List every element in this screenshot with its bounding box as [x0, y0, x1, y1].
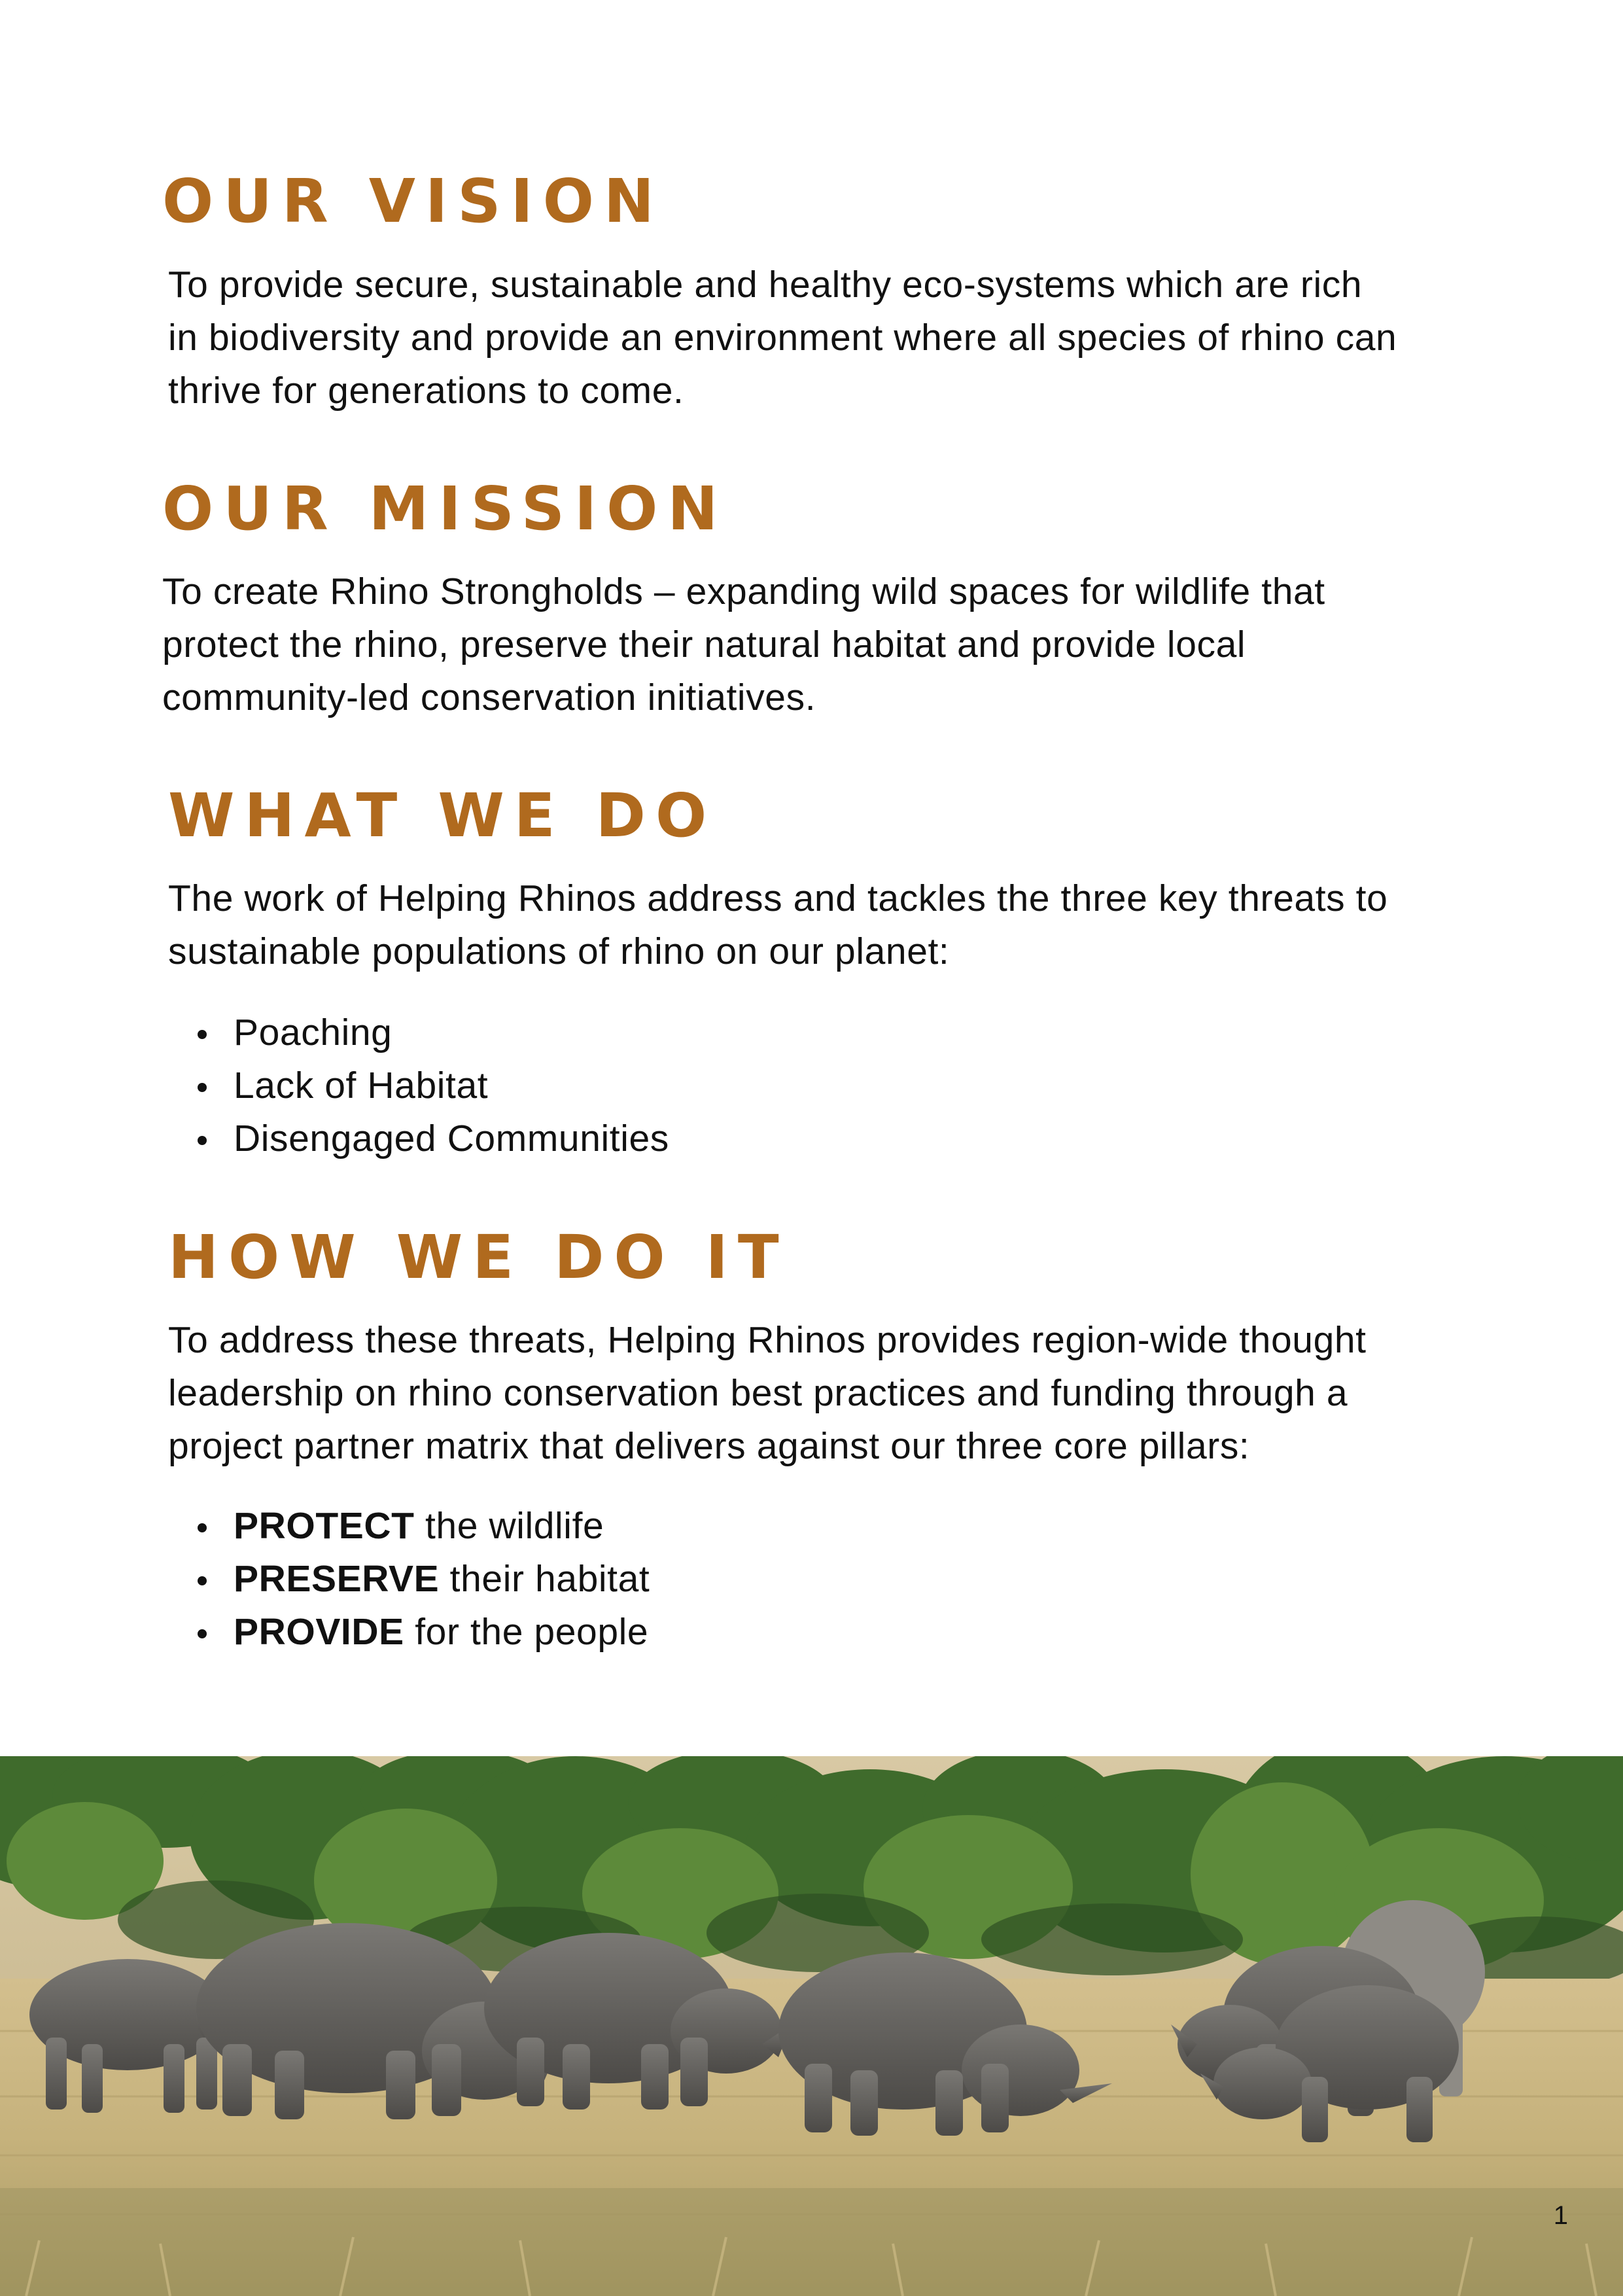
threats-list [168, 1006, 669, 1165]
list-item [168, 1500, 650, 1553]
vision-line: To provide secure, sustainable and healthy eco-systems which are rich [168, 264, 1363, 306]
how-we-do-it-line: To address these threats, Helping Rhinos provides region-wide thought [168, 1319, 1367, 1361]
list-item [168, 1553, 650, 1606]
page-number: 1 [1553, 2201, 1568, 2230]
list-item [168, 1112, 669, 1165]
vision-line: thrive for generations to come. [168, 370, 684, 412]
pillar-keyword: PROTECT [234, 1505, 415, 1547]
mission-line: protect the rhino, preserve their natural habitat and provide local [162, 624, 1246, 665]
vision-text [168, 258, 1397, 417]
mission-heading: OUR MISSION [162, 474, 728, 544]
threat-label: Lack of Habitat [234, 1065, 489, 1106]
list-item [168, 1059, 669, 1112]
what-we-do-heading: WHAT WE DO [168, 781, 717, 851]
threat-label: Poaching [234, 1012, 393, 1053]
list-item [168, 1006, 669, 1059]
mission-line: community-led conservation initiatives. [162, 677, 816, 718]
what-we-do-line: The work of Helping Rhinos address and tackles the three key threats to [168, 877, 1388, 919]
pillar-keyword: PRESERVE [234, 1558, 440, 1600]
what-we-do-line: sustainable populations of rhino on our planet: [168, 930, 950, 972]
threat-label: Disengaged Communities [234, 1118, 669, 1159]
mission-text [162, 565, 1325, 724]
mission-line: To create Rhino Strongholds – expanding wild spaces for wildlife that [162, 571, 1325, 612]
how-we-do-it-text [168, 1314, 1367, 1473]
what-we-do-text [168, 872, 1387, 978]
pillar-text: for the people [404, 1611, 649, 1653]
rhino-photo [0, 1756, 1623, 2296]
pillar-keyword: PROVIDE [234, 1611, 404, 1653]
vision-heading: OUR VISION [162, 166, 664, 236]
how-we-do-it-line: project partner matrix that delivers against our three core pillars: [168, 1425, 1250, 1467]
how-we-do-it-line: leadership on rhino conservation best practices and funding through a [168, 1372, 1348, 1414]
pillar-text: the wildlife [414, 1505, 604, 1547]
list-item [168, 1606, 650, 1659]
how-we-do-it-heading: HOW WE DO IT [168, 1222, 789, 1292]
pillar-text: their habitat [439, 1558, 650, 1600]
pillars-list [168, 1500, 650, 1659]
vision-line: in biodiversity and provide an environment where all species of rhino can [168, 317, 1397, 359]
